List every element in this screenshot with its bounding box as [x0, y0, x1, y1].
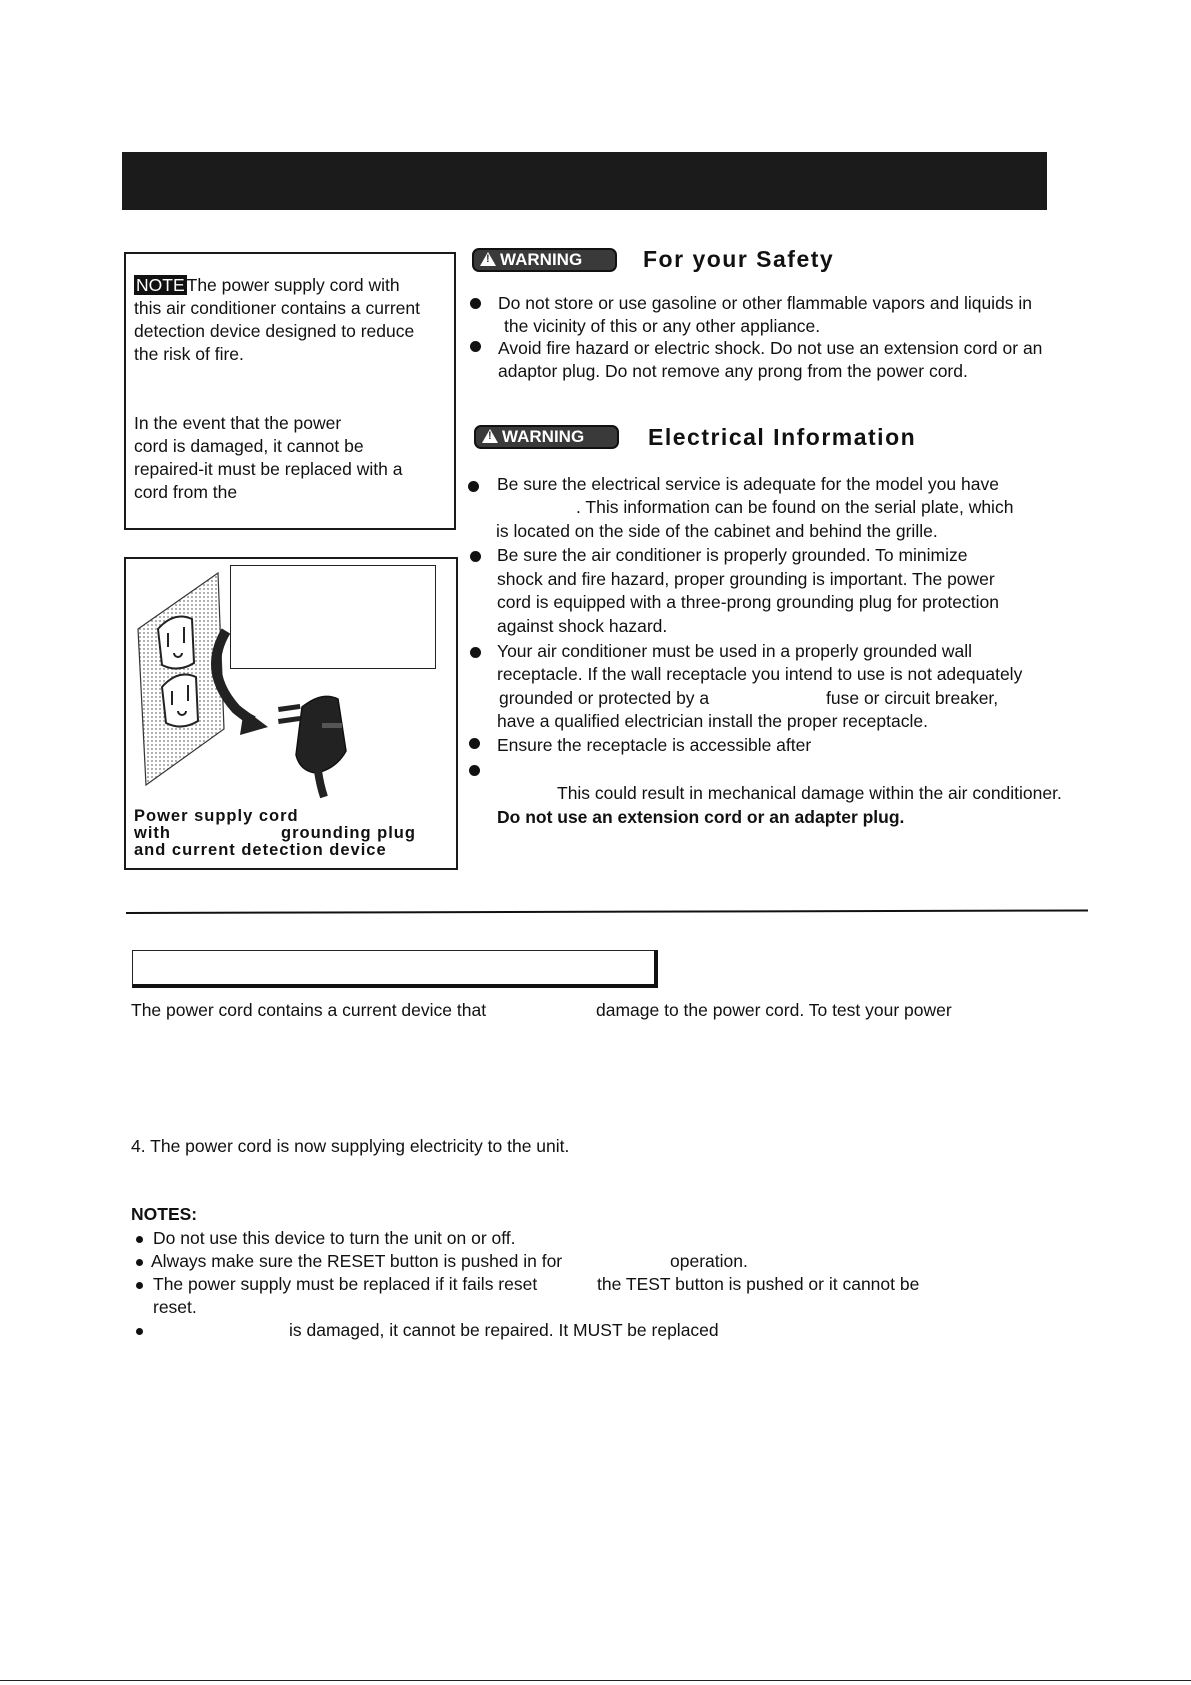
cord-test-heading-box: [132, 950, 658, 988]
bullet-dot: [468, 481, 479, 492]
safety-title: For your Safety: [643, 246, 835, 272]
section-divider: [126, 909, 1088, 914]
cord-test-step-4: 4. The power cord is now supplying electricity to the unit.: [131, 1136, 570, 1156]
note-4: is damaged, it cannot be repaired. It MUST be replaced: [289, 1320, 719, 1340]
note-line-3: detection device designed to reduce: [134, 321, 415, 341]
warning-badge-safety: [472, 248, 617, 272]
note-line-2: this air conditioner contains a current: [134, 298, 420, 318]
bullet-dot: [136, 1236, 143, 1243]
notes-label: NOTES:: [131, 1204, 198, 1224]
electrical-bullet-3-line-3b: fuse or circuit breaker,: [826, 688, 999, 708]
electrical-bullet-1-line-3: is located on the side of the cabinet and behind the grille.: [496, 521, 938, 541]
note-2a: Always make sure the RESET button is pushed in for: [151, 1251, 563, 1271]
note-line-5: In the event that the power: [134, 413, 342, 433]
illustration-caption-2: [134, 825, 416, 842]
header-bar: [122, 152, 1047, 210]
cord-test-intro-a: The power cord contains a current device that: [131, 1000, 487, 1020]
safety-bullet-2-line-2: adaptor plug. Do not remove any prong from the power cord.: [498, 361, 968, 381]
electrical-title: Electrical Information: [648, 424, 917, 450]
electrical-bullet-1-line-2: . This information can be found on the serial plate, which: [576, 497, 1014, 517]
warning-triangle-icon: [480, 252, 496, 266]
electrical-bullet-2-line-3: cord is equipped with a three-prong grounding plug for protection: [497, 592, 999, 612]
bullet-dot: [469, 738, 480, 749]
note-line-4: the risk of fire.: [134, 344, 244, 364]
bullet-dot: [136, 1328, 143, 1335]
electrical-bullet-4-line-1: Ensure the receptacle is accessible after: [497, 735, 812, 755]
bullet-dot: [470, 341, 481, 352]
warning-triangle-icon: [482, 429, 498, 443]
electrical-bullet-3-line-1: Your air conditioner must be used in a properly grounded wall: [497, 641, 973, 661]
electrical-bullet-1-line-1: Be sure the electrical service is adequate for the model you have: [497, 474, 999, 494]
illustration-caption-3: and current detection device: [134, 841, 387, 859]
electrical-bullet-5-line-3: Do not use an extension cord or an adapter plug.: [497, 807, 905, 827]
safety-bullet-1-line-2: the vicinity of this or any other appliance.: [504, 316, 821, 336]
electrical-bullet-3-line-2: receptacle. If the wall receptacle you intend to use is not adequately: [497, 664, 1023, 684]
note-tag: NOTE: [136, 275, 185, 295]
note-1: Do not use this device to turn the unit on or off.: [153, 1228, 516, 1248]
safety-bullet-2-line-1: Avoid fire hazard or electric shock. Do not use an extension cord or an: [498, 338, 1043, 358]
note-line-1: [134, 274, 456, 297]
warning-badge-text: WARNING: [502, 427, 585, 446]
electrical-bullet-3-line-3a: grounded or protected by a: [499, 688, 710, 708]
warning-badge-text: WARNING: [500, 250, 583, 269]
safety-bullet-1-line-1: Do not store or use gasoline or other flammable vapors and liquids in: [498, 293, 1033, 313]
electrical-bullet-2-line-4: against shock hazard.: [497, 616, 668, 636]
note-3a: The power supply must be replaced if it fails reset: [153, 1274, 538, 1294]
note-3b: the TEST button is pushed or it cannot be: [597, 1274, 920, 1294]
note-line-7: repaired-it must be replaced with a: [134, 459, 403, 479]
warning-badge-electrical: [474, 425, 619, 449]
bullet-dot: [470, 551, 481, 562]
electrical-bullet-3-line-4: have a qualified electrician install the proper receptacle.: [497, 711, 928, 731]
caption-with: with: [134, 824, 171, 842]
bullet-dot: [469, 765, 480, 776]
illustration-box: [124, 557, 458, 870]
caption-grounding-plug: grounding plug: [281, 824, 416, 842]
bullet-dot: [470, 298, 481, 309]
note-line-1-text: The power supply cord with: [186, 275, 400, 295]
electrical-bullet-5-line-2: This could result in mechanical damage within the air conditioner.: [557, 783, 1062, 803]
cord-test-intro-b: damage to the power cord. To test your power: [596, 1000, 952, 1020]
note-line-6: cord is damaged, it cannot be: [134, 436, 364, 456]
bullet-dot: [470, 647, 481, 658]
note-2b: operation.: [670, 1251, 748, 1271]
note-line-8: cord from the: [134, 482, 238, 502]
note-3c: reset.: [153, 1297, 197, 1317]
note-box: [124, 252, 456, 530]
electrical-bullet-2-line-1: Be sure the air conditioner is properly grounded. To minimize: [497, 545, 968, 565]
bottom-edge-rule: [0, 1680, 1191, 1681]
bullet-dot: [136, 1259, 143, 1266]
electrical-bullet-2-line-2: shock and fire hazard, proper grounding is important. The power: [497, 569, 995, 589]
bullet-dot: [136, 1282, 143, 1289]
illustration-callout-box: [230, 565, 436, 669]
illustration-caption-1: Power supply cord: [134, 807, 299, 825]
